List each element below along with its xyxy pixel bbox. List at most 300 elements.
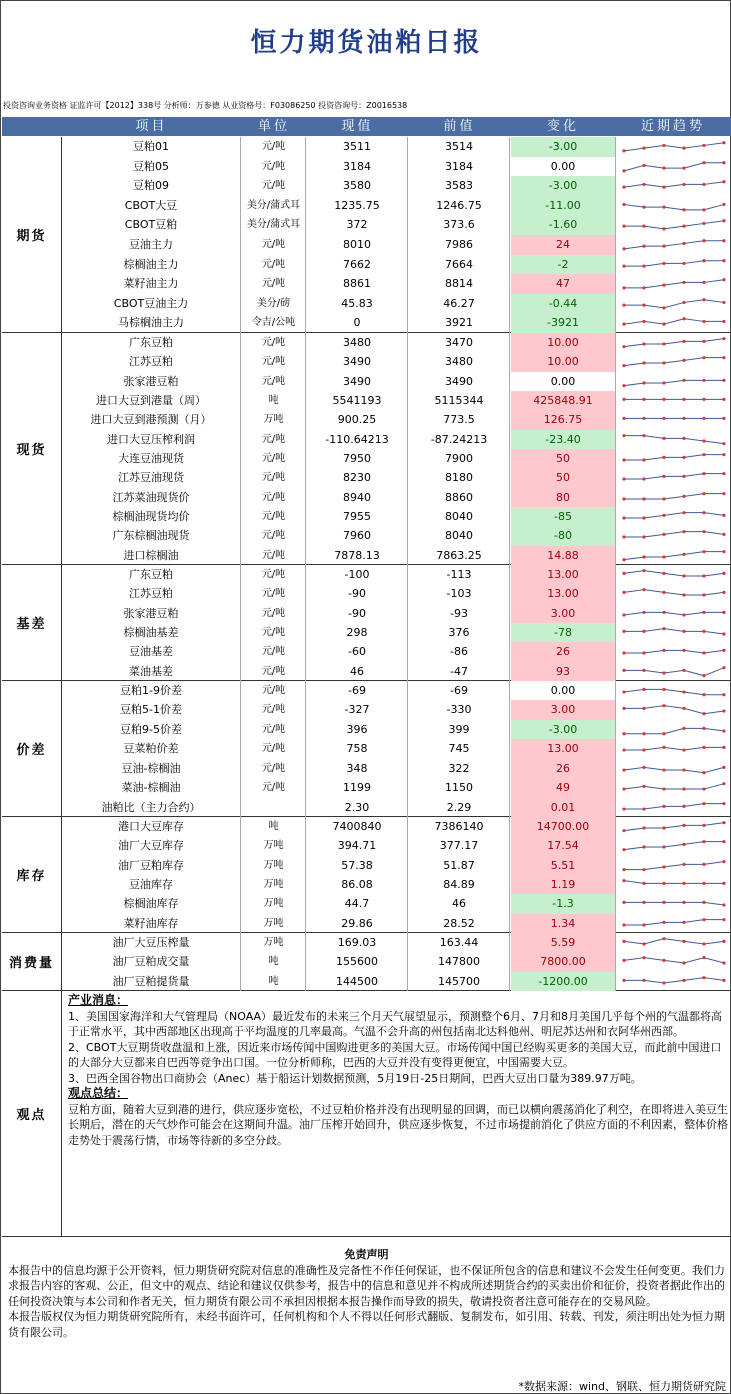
trend-point [642,942,645,945]
row-unit: 美分/磅 [242,294,306,314]
trend-point [662,475,665,478]
trend-point [702,840,705,843]
row-unit: 元/吨 [242,604,306,623]
trend-point [682,301,685,304]
trend-sparkline [615,410,731,429]
row-current: 396 [307,720,408,739]
row-previous: 1150 [409,778,510,797]
trend-sparkline [615,817,731,836]
trend-sparkline [615,700,731,719]
section-4 [2,817,731,933]
trend-point [722,514,725,517]
trend-point [722,649,725,652]
row-current: 394.71 [307,836,408,855]
trend-point [722,940,725,943]
trend-point [662,261,665,264]
section-label: 基差 [2,565,62,680]
trend-point [682,378,685,381]
trend-point [622,707,625,710]
row-change: 14.88 [511,546,615,565]
row-unit: 元/吨 [242,778,306,797]
row-previous: -47 [409,662,510,681]
trend-sparkline [615,720,731,739]
trend-sparkline [615,313,731,333]
row-current: 46 [307,662,408,681]
row-name: 港口大豆库存 [62,817,241,836]
trend-point [622,923,625,926]
trend-point [662,937,665,940]
row-previous: 377.17 [409,836,510,855]
trend-point [662,901,665,904]
row-change: 0.00 [511,157,615,177]
trend-point [722,821,725,824]
trend-line [624,474,724,479]
row-unit: 万吨 [242,914,306,933]
trend-point [682,978,685,981]
trend-point [622,434,625,437]
trend-point [682,630,685,633]
trend-point [702,824,705,827]
row-previous: 46.27 [409,294,510,314]
disclaimer-p1: 本报告中的信息均源于公开资料，恒力期货研究院对信息的准确性及完备性不作任何保证，也不保证所包含的信息和建议不会发生任何变更。我们力求报告内容的客观、公正，但文中的观点、结论和建议仅供参考，报告中的信息和意见并不构成所述期货合约的买卖出价和征价，投资者据此作出的任何投资决策与本公司和作者无关，恒力期货有限公司不承担因根据本报告操作而导致的损失，敬请投资者注意可能存在的交易风险。 [8,1263,725,1308]
row-name: 菜籽油主力 [62,274,241,294]
row-previous: 46 [409,894,510,913]
trend-point [702,550,705,553]
trend-sparkline [615,235,731,255]
trend-point [662,306,665,309]
view-section [2,991,731,1237]
trend-point [622,829,625,832]
trend-point [682,494,685,497]
row-previous: 8814 [409,274,510,294]
table-row [62,235,731,255]
row-previous: 8040 [409,507,510,526]
row-previous: -87.24213 [409,430,510,449]
trend-point [642,978,645,981]
trend-line [624,204,724,209]
trend-sparkline [615,836,731,855]
trend-sparkline [615,604,731,623]
trend-sparkline [615,430,731,449]
row-current: 7400840 [307,817,408,836]
trend-point [662,497,665,500]
section-3 [2,681,731,817]
row-name: 张家港豆粕 [62,372,241,391]
row-previous: 376 [409,623,510,642]
section-label: 库存 [2,817,62,932]
trend-point [702,144,705,147]
row-unit: 元/吨 [242,526,306,545]
trend-point [722,962,725,965]
trend-point [662,705,665,708]
trend-point [682,318,685,321]
row-unit: 元/吨 [242,507,306,526]
trend-point [662,959,665,962]
row-previous: 773.5 [409,410,510,429]
trend-sparkline [615,914,731,933]
trend-sparkline [615,274,731,294]
table-row [62,449,731,468]
trend-sparkline [615,546,731,565]
table-row [62,604,731,623]
trend-point [622,668,625,671]
table-row [62,623,731,642]
table-row [62,546,731,565]
trend-point [702,239,705,242]
row-name: 豆油库存 [62,875,241,894]
row-name: 进口大豆压榨利润 [62,430,241,449]
row-unit: 吨 [242,391,306,410]
row-unit: 万吨 [242,875,306,894]
row-name: 豆油主力 [62,235,241,255]
trend-point [682,340,685,343]
trend-point [702,674,705,677]
table-row [62,856,731,875]
row-name: 棕榈油基差 [62,623,241,642]
trend-point [662,671,665,674]
table-row [62,274,731,294]
trend-line [624,513,724,518]
trend-point [622,690,625,693]
trend-point [662,228,665,231]
trend-point [642,303,645,306]
row-current: -90 [307,584,408,603]
trend-point [682,690,685,693]
trend-line [624,380,724,385]
trend-line [624,455,724,460]
trend-point [682,225,685,228]
trend-point [722,259,725,262]
row-unit: 元/吨 [242,565,306,584]
row-change: -1.3 [511,894,615,913]
row-current: 7960 [307,526,408,545]
trend-point [702,453,705,456]
row-previous: 28.52 [409,914,510,933]
trend-point [642,846,645,849]
header-item: 项目 [135,119,168,134]
row-unit: 元/吨 [242,623,306,642]
trend-point [642,163,645,166]
trend-point [642,923,645,926]
row-name: 棕榈油主力 [62,255,241,275]
trend-sparkline [615,972,731,991]
row-current: 144500 [307,972,408,991]
trend-line [624,881,724,884]
trend-sparkline [615,798,731,817]
row-previous: 8040 [409,526,510,545]
trend-point [622,149,625,152]
trend-point [642,417,645,420]
table-row [62,914,731,933]
row-change: -3921 [511,313,615,333]
trend-point [702,901,705,904]
row-change: 93 [511,662,615,681]
table-row [62,526,731,545]
table-row [62,157,731,177]
trend-point [722,161,725,164]
row-unit: 元/吨 [242,430,306,449]
row-change: 10.00 [511,333,615,352]
row-current: 3580 [307,176,408,196]
section-label: 消费量 [2,933,62,990]
row-current: -90 [307,604,408,623]
trend-line [624,803,724,808]
trend-point [642,264,645,267]
trend-point [682,417,685,420]
trend-point [662,610,665,613]
trend-point [682,749,685,752]
table-row [62,507,731,526]
trend-point [642,205,645,208]
trend-sparkline [615,449,731,468]
row-change: -1.60 [511,215,615,235]
table-row [62,372,731,391]
section-5 [2,933,731,991]
row-current: -69 [307,681,408,700]
trend-point [682,359,685,362]
table-row [62,720,731,739]
table-row [62,294,731,314]
trend-point [702,882,705,885]
trend-point [722,904,725,907]
trend-line [624,590,724,595]
trend-point [682,862,685,865]
row-current: 348 [307,759,408,778]
trend-point [702,594,705,597]
news-item-2: 2、CBOT大豆期货收盘温和上涨，因近来市场传闻中国购进更多的美国大豆。市场传闻中国已经购买更多的美国大豆，而此前中国进口的大部分大豆都来自巴西等竞争出口国。一位分析师称，巴西的大豆并没有变得更便宜，中国需要大豆。 [68,1040,722,1069]
trend-point [702,630,705,633]
trend-point [702,183,705,186]
trend-line [624,767,724,772]
row-unit: 元/吨 [242,700,306,719]
trend-point [702,298,705,301]
trend-point [662,381,665,384]
table-row [62,759,731,778]
table-row [62,836,731,855]
row-name: CBOT大豆 [62,196,241,216]
trend-point [702,439,705,442]
trend-point [662,649,665,652]
trend-point [682,436,685,439]
trend-line [624,612,724,615]
trend-point [682,281,685,284]
row-name: 进口棕榈油 [62,546,241,565]
row-current: 900.25 [307,410,408,429]
trend-point [662,804,665,807]
table-row [62,798,731,817]
trend-point [702,492,705,495]
row-change: -85 [511,507,615,526]
row-unit: 万吨 [242,933,306,952]
row-current: 7955 [307,507,408,526]
trend-line [624,706,724,714]
table-row [62,778,731,797]
row-unit: 元/吨 [242,333,306,352]
row-current: 44.7 [307,894,408,913]
trend-sparkline [615,642,731,661]
row-name: 广东豆粕 [62,333,241,352]
trend-point [662,688,665,691]
row-current: 29.86 [307,914,408,933]
trend-point [622,768,625,771]
trend-point [662,882,665,885]
trend-point [722,666,725,669]
trend-point [622,384,625,387]
row-unit: 元/吨 [242,449,306,468]
row-previous: 147800 [409,952,510,971]
trend-point [722,220,725,223]
row-previous: 1246.75 [409,196,510,216]
trend-point [642,147,645,150]
row-previous: 3470 [409,333,510,352]
table-row [62,584,731,603]
row-unit: 万吨 [242,836,306,855]
trend-point [722,378,725,381]
table-row [62,875,731,894]
trend-point [682,511,685,514]
trend-point [702,652,705,655]
table-row [62,430,731,449]
row-unit: 万吨 [242,856,306,875]
row-unit: 吨 [242,972,306,991]
trend-point [622,458,625,461]
row-name: 豆粕5-1价差 [62,700,241,719]
row-previous: 7664 [409,255,510,275]
view-body [68,993,728,1148]
trend-sparkline [615,894,731,913]
trend-point [662,245,665,248]
row-unit: 元/吨 [242,137,306,157]
section-1 [2,333,731,565]
trend-line [624,532,724,537]
trend-point [722,693,725,696]
row-change: 7800.00 [511,952,615,971]
row-unit: 元/吨 [242,662,306,681]
trend-point [702,378,705,381]
trend-point [702,574,705,577]
trend-point [662,186,665,189]
trend-line [624,958,724,963]
data-source: *数据来源：wind、钢联、恒力期货研究院 [518,1380,726,1393]
trend-point [622,323,625,326]
row-previous: 745 [409,739,510,758]
trend-point [722,141,725,144]
row-change: 24 [511,235,615,255]
row-name: 张家港豆粕 [62,604,241,623]
trend-point [642,956,645,959]
table-row [62,215,731,235]
trend-sparkline [615,352,731,371]
trend-point [722,765,725,768]
trend-point [722,337,725,340]
row-name: 江苏豆粕 [62,352,241,371]
trend-point [642,516,645,519]
row-change: 10.00 [511,352,615,371]
row-current: 3490 [307,372,408,391]
row-unit: 元/吨 [242,255,306,275]
row-previous: -330 [409,700,510,719]
row-change: 0.00 [511,681,615,700]
trend-point [722,840,725,843]
trend-line [624,842,724,850]
row-previous: 7386140 [409,817,510,836]
row-previous: 7863.25 [409,546,510,565]
row-current: 8861 [307,274,408,294]
trend-point [622,807,625,810]
trend-point [702,862,705,865]
table-row [62,196,731,216]
trend-point [702,976,705,979]
trend-sparkline [615,137,731,157]
trend-point [642,478,645,481]
trend-line [624,977,724,982]
row-name: 豆粕1-9价差 [62,681,241,700]
trend-point [642,286,645,289]
trend-point [702,222,705,225]
row-name: 豆菜粕价差 [62,739,241,758]
trend-point [682,147,685,150]
trend-point [682,668,685,671]
row-name: 菜油基差 [62,662,241,681]
license-info: 投资咨询业务资格 证监许可【2012】338号 分析师：万参德 从业资格号：F03086250 投资咨询号：Z0016538 [3,101,408,110]
table-row [62,565,731,584]
trend-point [722,802,725,805]
trend-point [722,882,725,885]
trend-point [642,362,645,365]
trend-point [682,530,685,533]
disclaimer-p2: 本报告版权仅为恒力期货研究院所有，未经书面许可，任何机构和个人不得以任何形式翻版、复制发布，如引用、转载、刊发，须注明出处为恒力期货有限公司。 [8,1310,725,1339]
row-change: 5.51 [511,856,615,875]
row-current: -110.64213 [307,430,408,449]
trend-point [662,323,665,326]
trend-point [702,693,705,696]
trend-point [722,591,725,594]
row-unit: 元/吨 [242,157,306,177]
trend-sparkline [615,468,731,487]
table-row [62,952,731,971]
trend-point [682,824,685,827]
trend-sparkline [615,488,731,507]
trend-point [642,434,645,437]
trend-point [642,320,645,323]
trend-point [722,492,725,495]
row-current: 45.83 [307,294,408,314]
row-change: 0.01 [511,798,615,817]
trend-sparkline [615,739,731,758]
row-current: 372 [307,215,408,235]
trend-point [642,458,645,461]
row-previous: 3583 [409,176,510,196]
table-row [62,410,731,429]
trend-line [624,260,724,265]
trend-sparkline [615,681,731,700]
trend-point [702,727,705,730]
trend-point [682,901,685,904]
row-change: -1200.00 [511,972,615,991]
trend-line [624,493,724,498]
trend-point [682,574,685,577]
trend-line [624,280,724,288]
row-change: -3.00 [511,137,615,157]
trend-point [622,788,625,791]
row-change: 49 [511,778,615,797]
row-change: -2 [511,255,615,275]
row-name: 广东豆粕 [62,565,241,584]
section-0 [2,137,731,333]
trend-point [622,478,625,481]
row-change: -23.40 [511,430,615,449]
row-change: 13.00 [511,584,615,603]
